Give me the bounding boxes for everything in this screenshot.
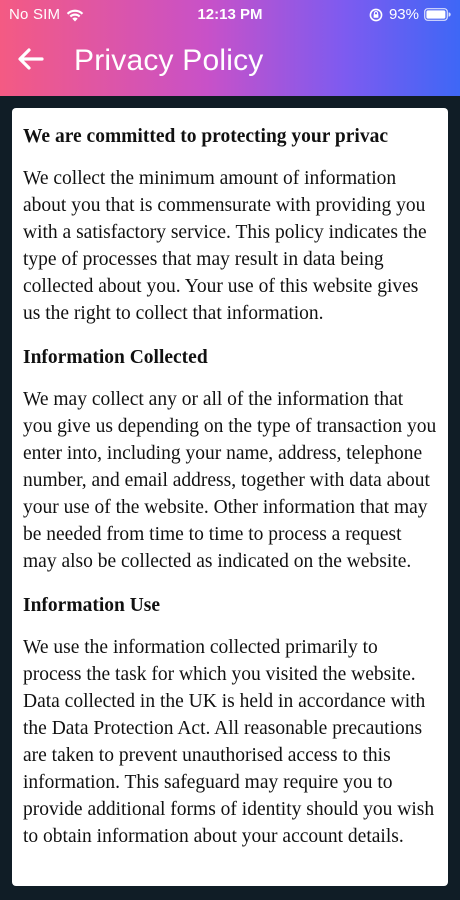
- app-bar: [0, 40, 460, 84]
- status-time: 12:13 PM: [197, 6, 263, 23]
- use-paragraph: We use the information collected primarily to process the task for which you visited the website. Data collected in the UK is held in accordance with the Data Protection Act. All reasonable precautions are taken to prevent unauthorised access to this information. This safeguard may require you to provide additional forms of identity should you wish to obtain information about your account details.: [23, 637, 435, 847]
- arrow-left-icon: [17, 47, 45, 76]
- back-button[interactable]: [14, 44, 48, 78]
- collected-heading: Information Collected: [23, 347, 208, 368]
- page-title: Privacy Policy: [74, 44, 264, 77]
- battery-icon: [424, 8, 451, 21]
- battery-percentage: 93%: [388, 6, 419, 23]
- collected-paragraph: We may collect any or all of the information that you give us depending on the type of transaction you enter into, including your name, address, telephone number, and email address, together with data about your use of the website. Other information that may be needed from time to time to process a request may also be collected as indicated on the website.: [23, 389, 437, 572]
- carrier-label: No SIM: [9, 6, 61, 23]
- header: [0, 0, 460, 96]
- policy-content-card[interactable]: [12, 108, 448, 886]
- status-bar: [0, 0, 460, 30]
- status-right: [369, 6, 451, 23]
- use-heading: Information Use: [23, 595, 161, 616]
- rotation-lock-icon: [369, 8, 383, 22]
- policy-content: [12, 108, 448, 850]
- intro-paragraph: We collect the minimum amount of information about you that is commensurate with providing you with a satisfactory service. This policy indicates the type of processes that may result in data being collected about you. Your use of this website gives us the right to collect that information.: [23, 168, 427, 324]
- intro-heading: We are committed to protecting your privac: [23, 126, 389, 147]
